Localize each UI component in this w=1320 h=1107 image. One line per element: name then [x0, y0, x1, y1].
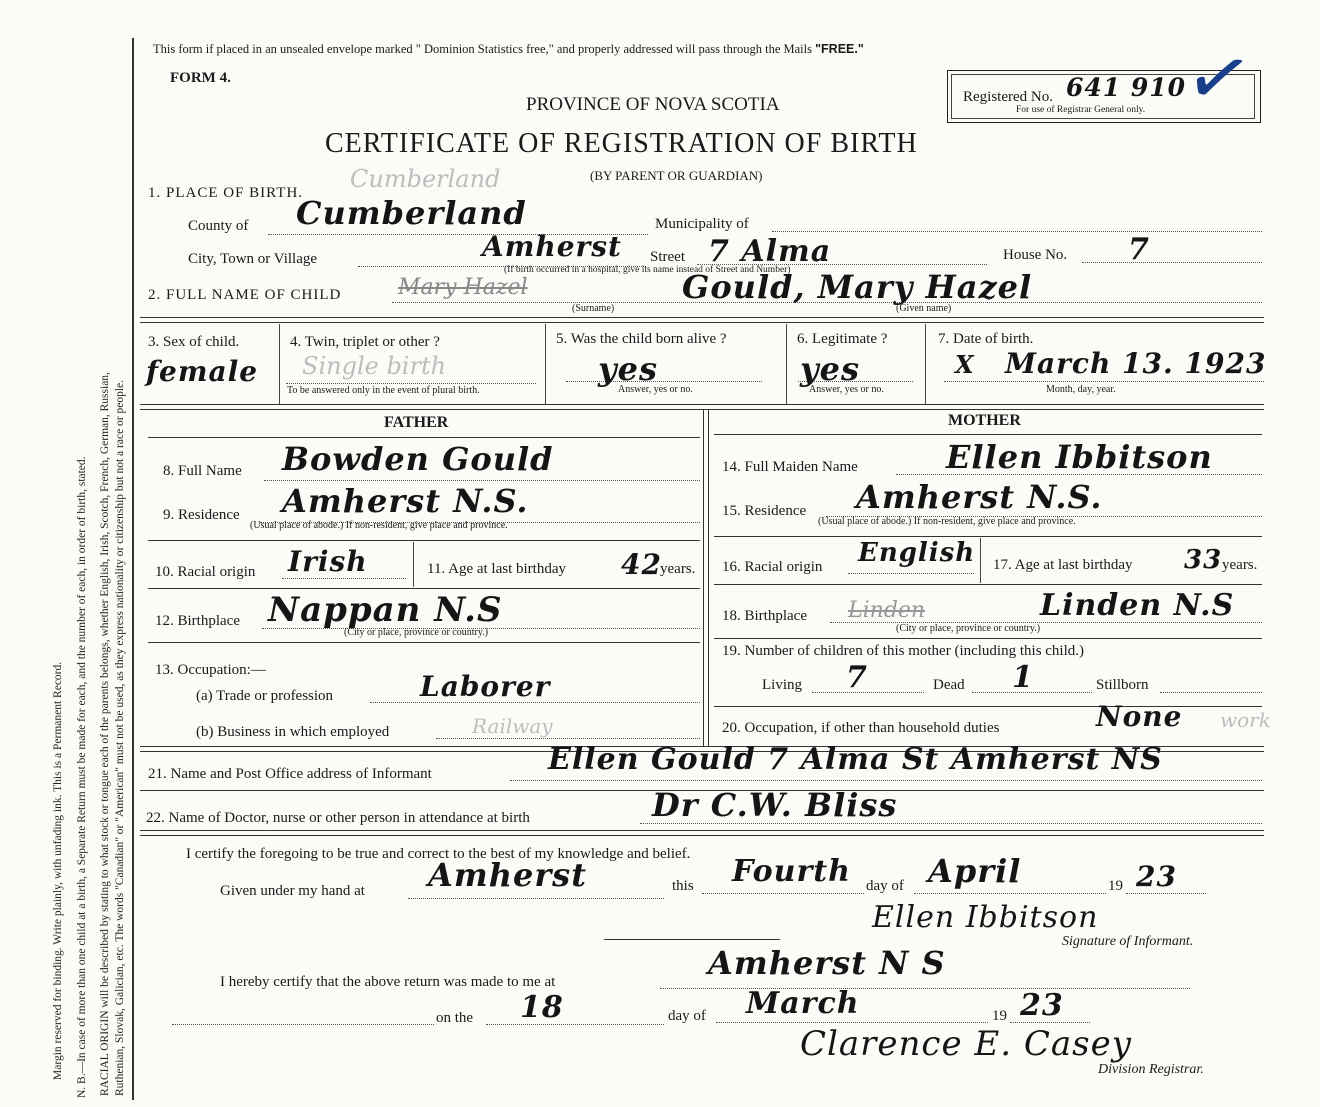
- house-number-label: House No.: [1003, 247, 1068, 263]
- father-residence-value: Amherst N.S.: [282, 482, 529, 520]
- municipality-label: Municipality of: [655, 216, 749, 232]
- year-prefix: 19: [1108, 878, 1123, 894]
- alive-value: yes: [598, 350, 658, 388]
- twin-label: 4. Twin, triplet or other ?: [290, 334, 440, 350]
- margin-binding-note: Margin reserved for binding. Write plainly, with unfading ink. This is a Permanent Record.: [52, 661, 64, 1080]
- alive-note: Answer, yes or no.: [618, 384, 693, 395]
- twin-note: To be answered only in the event of plural birth.: [287, 385, 480, 396]
- mother-birthplace-label: 18. Birthplace: [722, 608, 807, 624]
- dob-label: 7. Date of birth.: [938, 331, 1034, 347]
- province-heading: PROVINCE OF NOVA SCOTIA: [526, 94, 780, 115]
- month-value: April: [928, 852, 1022, 890]
- mother-occupation-faint: work: [1220, 708, 1271, 732]
- father-name-value: Bowden Gould: [282, 440, 554, 478]
- city-label: City, Town or Village: [188, 251, 318, 267]
- informant-signature: Ellen Ibbitson: [872, 900, 1099, 935]
- margin-nb-note: N. B.—In case of more than one child at a birth, a Separate Return must be made for each, and the number of each, in order of birth, stated.: [76, 456, 88, 1098]
- children-count-label: 19. Number of children of this mother (including this child.): [722, 643, 1085, 659]
- mother-years-label: years.: [1222, 557, 1258, 573]
- mother-name-value: Ellen Ibbitson: [946, 438, 1213, 476]
- mother-residence-note: (Usual place of abode.) If non-resident, give place and province.: [818, 516, 1076, 527]
- mother-racial-label: 16. Racial origin: [722, 559, 823, 575]
- year2-prefix: 19: [992, 1008, 1007, 1024]
- certificate-subtitle: (BY PARENT OR GUARDIAN): [590, 168, 763, 183]
- margin-rule: [132, 38, 134, 1100]
- child-name-label: 2. FULL NAME OF CHILD: [148, 287, 342, 303]
- living-label: Living: [762, 677, 802, 693]
- place-of-birth-label: 1. PLACE OF BIRTH.: [148, 185, 304, 201]
- father-birthplace-label: 12. Birthplace: [155, 613, 240, 629]
- father-racial-value: Irish: [288, 545, 368, 578]
- day-of-label: day of: [866, 878, 904, 894]
- hereby-place-value: Amherst N S: [708, 944, 946, 982]
- given-place-value: Amherst: [428, 856, 587, 894]
- form-number: FORM 4.: [170, 70, 231, 86]
- on-the-label: on the: [436, 1010, 474, 1026]
- on-day-value: 18: [520, 990, 564, 1025]
- day-of2-label: day of: [668, 1008, 706, 1024]
- county-value: Cumberland: [296, 194, 527, 232]
- mother-residence-label: 15. Residence: [722, 503, 807, 519]
- hospital-note: (If birth occurred in a hospital, give its name instead of Street and Number): [504, 265, 791, 275]
- margin-racial-note-1: RACIAL ORIGIN will be described by stating to what stock or tongue each of the parents belongs, whether English, Irish, Scotch, French, German, Russian,: [99, 372, 111, 1096]
- father-trade-value: Laborer: [420, 670, 551, 703]
- county-label: County of: [188, 218, 249, 234]
- father-trade-label: (a) Trade or profession: [196, 688, 334, 704]
- sex-label: 3. Sex of child.: [148, 334, 240, 350]
- year2-value: 23: [1020, 988, 1064, 1023]
- mother-heading: MOTHER: [948, 412, 1021, 429]
- month2-value: March: [746, 986, 860, 1021]
- father-age-label: 11. Age at last birthday: [427, 561, 566, 577]
- day-value: Fourth: [732, 854, 851, 889]
- registrar-label: Division Registrar.: [1098, 1062, 1204, 1077]
- surname-note: (Surname): [572, 303, 615, 314]
- house-number-value: 7: [1128, 232, 1150, 267]
- postal-note: This form if placed in an unsealed envelope marked " Dominion Statistics free," and properly addressed will pass through the Mails "FREE.": [153, 42, 864, 56]
- legitimate-value: yes: [800, 350, 860, 388]
- year-value: 23: [1136, 860, 1177, 893]
- dob-mark: X: [955, 350, 975, 379]
- certificate-title: CERTIFICATE OF REGISTRATION OF BIRTH: [325, 128, 918, 159]
- child-name-crossed: Mary Hazel: [398, 275, 528, 300]
- dead-value: 1: [1012, 660, 1034, 695]
- mother-occupation-label: 20. Occupation, if other than household duties: [722, 720, 1000, 736]
- registrar-note: For use of Registrar General only.: [1016, 105, 1146, 115]
- mother-birthplace-note: (City or place, province or country.): [896, 623, 1041, 634]
- father-residence-note: (Usual place of abode.) If non-resident, give place and province.: [250, 520, 508, 531]
- mother-age-label: 17. Age at last birthday: [993, 557, 1133, 573]
- father-birthplace-value: Nappan N.S: [268, 590, 503, 630]
- doctor-label: 22. Name of Doctor, nurse or other person in attendance at birth: [146, 810, 530, 826]
- dead-label: Dead: [933, 677, 965, 693]
- sex-value: female: [146, 355, 259, 388]
- place-faint-text: Cumberland: [350, 165, 501, 193]
- doctor-value: Dr C.W. Bliss: [652, 786, 898, 824]
- signature-label: Signature of Informant.: [1062, 934, 1194, 949]
- father-business-faint: Railway: [472, 714, 553, 738]
- father-residence-label: 9. Residence: [163, 507, 240, 523]
- given-name-note: (Given name): [896, 303, 952, 314]
- father-birthplace-note: (City or place, province or country.): [344, 627, 489, 638]
- legitimate-label: 6. Legitimate ?: [797, 331, 888, 347]
- checkmark-icon: ✓: [1177, 29, 1260, 128]
- alive-label: 5. Was the child born alive ?: [556, 331, 727, 347]
- mother-racial-value: English: [858, 538, 976, 568]
- registered-number: 641 910: [1066, 73, 1187, 102]
- street-value: 7 Alma: [708, 234, 832, 269]
- legitimate-note: Answer, yes or no.: [809, 384, 884, 395]
- stillborn-label: Stillborn: [1096, 677, 1149, 693]
- margin-racial-note-2: Ruthenian, Slovak, Galician, etc. The words "Canadian" or "American" must not be used, as they express nationality or citizenship but not a race or people.: [114, 379, 126, 1096]
- father-occupation-label: 13. Occupation:—: [155, 662, 266, 678]
- dob-value: March 13. 1923: [1005, 347, 1267, 380]
- this-label: this: [672, 878, 694, 894]
- twin-faint: Single birth: [302, 352, 447, 380]
- city-value: Amherst: [482, 230, 622, 263]
- informant-label: 21. Name and Post Office address of Informant: [148, 766, 432, 782]
- street-label: Street: [650, 249, 685, 265]
- mother-birthplace-crossed: Linden: [848, 598, 926, 623]
- living-value: 7: [846, 660, 868, 695]
- father-racial-label: 10. Racial origin: [155, 564, 256, 580]
- registrar-signature: Clarence E. Casey: [800, 1024, 1132, 1064]
- father-years-label: years.: [660, 561, 696, 577]
- father-business-label: (b) Business in which employed: [196, 724, 390, 740]
- mother-occupation-value: None: [1096, 700, 1183, 733]
- child-name-value: Gould, Mary Hazel: [682, 268, 1033, 306]
- father-heading: FATHER: [384, 414, 449, 431]
- mother-name-label: 14. Full Maiden Name: [722, 459, 858, 475]
- father-age-value: 42: [621, 548, 662, 581]
- mother-residence-value: Amherst N.S.: [856, 478, 1103, 516]
- given-label: Given under my hand at: [220, 883, 365, 899]
- hereby-label: I hereby certify that the above return was made to me at: [220, 974, 556, 990]
- registered-label: Registered No.: [963, 89, 1053, 105]
- mother-birthplace-value: Linden N.S: [1040, 588, 1235, 623]
- informant-value: Ellen Gould 7 Alma St Amherst NS: [548, 742, 1163, 777]
- dob-note: Month, day, year.: [1046, 384, 1116, 395]
- mother-age-value: 33: [1184, 545, 1223, 575]
- father-name-label: 8. Full Name: [163, 463, 242, 479]
- certify-text: I certify the foregoing to be true and correct to the best of my knowledge and belief.: [186, 846, 691, 862]
